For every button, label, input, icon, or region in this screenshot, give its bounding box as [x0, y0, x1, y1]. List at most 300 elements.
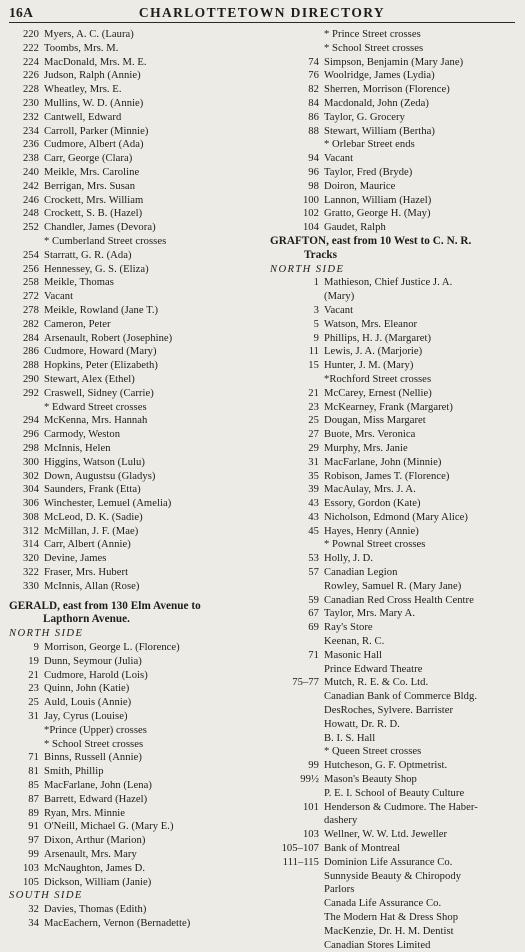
house-number: 88 [308, 125, 319, 137]
house-number: 103 [302, 829, 319, 841]
directory-entry [9, 483, 261, 497]
house-number: 256 [22, 263, 39, 275]
house-number [270, 538, 319, 552]
resident-name: * Orlebar Street ends [324, 139, 415, 151]
directory-entry [270, 345, 522, 359]
continuation-text: The Modern Hat & Dress Shop [324, 912, 459, 923]
directory-entry [270, 801, 522, 815]
directory-entry [9, 710, 261, 724]
resident-name: Mathieson, Chief Justice J. A. [324, 277, 453, 289]
directory-entry [270, 138, 522, 152]
blank-number [270, 925, 319, 939]
house-number: 228 [22, 84, 39, 96]
directory-entry [9, 276, 261, 290]
directory-entry [270, 83, 522, 97]
blank-number [270, 718, 319, 732]
entry-continuation [270, 814, 522, 828]
house-number: 89 [28, 807, 39, 819]
continuation-text: Prince Edward Theatre [324, 663, 423, 675]
directory-entry [9, 414, 261, 428]
directory-entry [270, 401, 522, 415]
directory-entry [270, 552, 522, 566]
resident-name: Canadian Legion [324, 567, 398, 579]
resident-name: Lewis, J. A. (Marjorie) [324, 346, 423, 358]
house-number: 254 [22, 249, 39, 261]
house-number: 23 [308, 401, 319, 413]
house-number: 104 [302, 222, 319, 234]
house-number: 103 [22, 862, 39, 874]
resident-name: Taylor, G. Grocery [324, 111, 405, 123]
house-number: 290 [22, 373, 39, 385]
street-heading [270, 235, 522, 249]
street-heading-text: Tracks [304, 248, 338, 261]
directory-entry [9, 538, 261, 552]
resident-name: Nicholson, Edmond (Mary Alice) [324, 511, 468, 523]
house-number: 71 [28, 752, 39, 764]
resident-name: MacAulay, Mrs. J. A. [324, 484, 416, 496]
house-number [270, 745, 319, 759]
street-heading-text: Lapthorn Avenue. [43, 613, 130, 626]
house-number: 304 [22, 484, 39, 496]
resident-name: Craswell, Sidney (Carrie) [44, 387, 154, 399]
directory-entry [9, 470, 261, 484]
resident-name: * School Street crosses [44, 738, 144, 750]
house-number: 67 [308, 608, 319, 620]
directory-entry [270, 497, 522, 511]
house-number: 298 [22, 442, 39, 454]
directory-entry [270, 332, 522, 346]
resident-name: * Prince Street crosses [324, 29, 421, 40]
resident-name: Saunders, Frank (Etta) [44, 484, 141, 496]
resident-name: Hayes, Henry (Annie) [324, 525, 419, 537]
right-column [270, 28, 522, 952]
resident-name: * Pownal Street crosses [324, 539, 426, 551]
house-number: 97 [28, 835, 39, 847]
directory-entry [9, 566, 261, 580]
house-number: 320 [22, 553, 39, 565]
directory-entry [9, 304, 261, 318]
directory-entry [270, 842, 522, 856]
house-number: 82 [308, 84, 319, 96]
house-number: 222 [22, 42, 39, 54]
resident-name: *Rochford Street crosses [324, 373, 432, 385]
directory-entry [9, 793, 261, 807]
continuation-text: Canadian Stores Limited [324, 939, 431, 951]
directory-entry [9, 42, 261, 56]
resident-name: Canadian Red Cross Health Centre [324, 594, 474, 606]
house-number: 19 [28, 655, 39, 667]
house-number: 74 [308, 56, 319, 68]
blank-number [270, 663, 319, 677]
resident-name: Smith, Phillip [44, 766, 104, 778]
directory-entry [270, 566, 522, 580]
resident-name: Bank of Montreal [324, 843, 401, 855]
house-number: 29 [308, 442, 319, 454]
resident-name: Quinn, John (Katie) [44, 683, 130, 695]
house-number: 96 [308, 166, 319, 178]
directory-entry [9, 138, 261, 152]
continuation-text: MacKenzie, Dr. H. M. Dentist [324, 925, 454, 937]
resident-name: Gaudet, Ralph [324, 222, 386, 234]
directory-entry [9, 152, 261, 166]
directory-entry [9, 318, 261, 332]
continuation-text: Canada Life Assurance Co. [324, 898, 442, 910]
directory-entry [270, 28, 522, 42]
house-number: 23 [28, 683, 39, 695]
resident-name: Meikle, Rowland (Jane T.) [44, 304, 159, 316]
house-number [9, 738, 39, 752]
resident-name: Dougan, Miss Margaret [324, 415, 426, 427]
house-number: 94 [308, 153, 319, 165]
house-number: 314 [22, 539, 39, 551]
directory-entry [9, 332, 261, 346]
blank-number [270, 897, 319, 911]
resident-name: Buote, Mrs. Veronica [324, 429, 416, 441]
resident-name: Ray's Store [324, 622, 373, 634]
directory-entry [270, 621, 522, 635]
directory-entry [9, 166, 261, 180]
resident-name: Hunter, J. M. (Mary) [324, 360, 414, 372]
house-number: 258 [22, 277, 39, 289]
resident-name: Cudmore, Harold (Lois) [44, 669, 148, 681]
directory-entry [9, 820, 261, 834]
resident-name: Auld, Louis (Annie) [44, 697, 132, 709]
directory-entry [9, 69, 261, 83]
entry-continuation [270, 883, 522, 897]
house-number: 300 [22, 456, 39, 468]
directory-entry [270, 42, 522, 56]
blank-number [270, 939, 319, 952]
directory-entry [270, 373, 522, 387]
resident-name: * Queen Street crosses [324, 746, 422, 758]
house-number: 35 [308, 470, 319, 482]
house-number: 84 [308, 97, 319, 109]
resident-name: Robison, James T. (Florence) [324, 470, 450, 482]
street-heading [9, 600, 261, 614]
directory-entry [9, 696, 261, 710]
resident-name: Mason's Beauty Shop [324, 774, 417, 786]
resident-name: Dominion Life Assurance Co. [324, 856, 453, 868]
directory-entry [270, 525, 522, 539]
directory-entry [9, 442, 261, 456]
resident-name: Arsenault, Robert (Josephine) [44, 332, 173, 344]
entry-continuation [270, 580, 522, 594]
page-number: 16A [9, 5, 34, 20]
continuation-text: Howatt, Dr. R. D. [324, 718, 400, 730]
house-number: 25 [308, 415, 319, 427]
resident-name: Sherren, Morrison (Florence) [324, 84, 450, 96]
house-number: 308 [22, 511, 39, 523]
house-number: 11 [308, 346, 319, 358]
house-number: 43 [308, 498, 319, 510]
house-number [270, 28, 319, 42]
house-number: 71 [308, 649, 319, 661]
directory-entry [270, 166, 522, 180]
blank-number [270, 690, 319, 704]
resident-name: Simpson, Benjamin (Mary Jane) [324, 56, 464, 68]
side-heading [9, 889, 261, 903]
directory-entry [270, 359, 522, 373]
house-number: 282 [22, 318, 39, 330]
house-number: 246 [22, 194, 39, 206]
resident-name: Carroll, Parker (Minnie) [44, 125, 149, 137]
house-number [9, 724, 39, 738]
directory-entry [9, 655, 261, 669]
house-number: 224 [22, 56, 39, 68]
house-number: 330 [22, 580, 39, 592]
directory-entry [9, 456, 261, 470]
resident-name: Taylor, Fred (Bryde) [324, 166, 413, 178]
resident-name: McKenna, Mrs. Hannah [44, 415, 148, 427]
directory-entry [9, 359, 261, 373]
directory-entry [9, 387, 261, 401]
continuation-text: Sunnyside Beauty & Chiropody [324, 870, 462, 882]
directory-entry [270, 180, 522, 194]
continuation-text: (Mary) [324, 291, 355, 303]
house-number: 284 [22, 332, 39, 344]
house-number: 240 [22, 166, 39, 178]
house-number: 252 [22, 222, 39, 234]
directory-entry [9, 249, 261, 263]
house-number: 102 [302, 208, 319, 220]
house-number: 232 [22, 111, 39, 123]
resident-name: Woolridge, James (Lydia) [324, 70, 435, 82]
house-number: 238 [22, 153, 39, 165]
blank-number [270, 580, 319, 594]
directory-entry [9, 221, 261, 235]
directory-entry [270, 470, 522, 484]
house-number: 39 [308, 484, 319, 496]
directory-entry [9, 669, 261, 683]
continuation-text: Parlors [324, 884, 355, 896]
directory-entry [270, 56, 522, 70]
resident-name: Vacant [324, 153, 354, 165]
house-number [270, 373, 319, 387]
directory-entry [9, 97, 261, 111]
street-heading-continued [9, 613, 261, 627]
blank-number [270, 911, 319, 925]
directory-entry [9, 765, 261, 779]
resident-name: Vacant [44, 291, 74, 303]
blank-number [270, 870, 319, 884]
street-heading-continued [270, 249, 522, 263]
resident-name: Meikle, Mrs. Caroline [44, 166, 140, 178]
resident-name: Arsenault, Mrs. Mary [44, 849, 137, 861]
house-number: 57 [308, 567, 319, 579]
directory-entry [9, 263, 261, 277]
house-number: 286 [22, 346, 39, 358]
directory-entry [9, 83, 261, 97]
directory-entry [9, 848, 261, 862]
page-title: CHARLOTTETOWN DIRECTORY [138, 5, 386, 20]
resident-name: Down, Augustsu (Gladys) [44, 470, 156, 482]
resident-name: Hopkins, Peter (Elizabeth) [44, 360, 158, 372]
directory-entry [9, 194, 261, 208]
resident-name: Doiron, Maurice [324, 180, 396, 192]
resident-name: * Cumberland Street crosses [44, 235, 167, 247]
resident-name: Taylor, Mrs. Mary A. [324, 608, 416, 620]
resident-name: * Edward Street crosses [44, 401, 147, 413]
directory-entry [270, 442, 522, 456]
resident-name: Berrigan, Mrs. Susan [44, 180, 136, 192]
house-number: 99 [28, 849, 39, 861]
directory-entry [270, 759, 522, 773]
resident-name: Jay, Cyrus (Louise) [44, 711, 128, 723]
side-heading-text: SOUTH SIDE [9, 890, 83, 902]
directory-entry [9, 682, 261, 696]
directory-entry [270, 483, 522, 497]
directory-entry [270, 649, 522, 663]
house-number: 87 [28, 793, 39, 805]
resident-name: Cantwell, Edward [44, 111, 122, 123]
house-number: 91 [28, 821, 39, 833]
resident-name: McMillan, J. F. (Mae) [44, 525, 139, 537]
entry-continuation [270, 690, 522, 704]
entry-continuation [270, 290, 522, 304]
directory-entry [270, 304, 522, 318]
blank-number [270, 814, 319, 828]
house-number [9, 401, 39, 415]
resident-name: Dixon, Arthur (Marion) [44, 835, 146, 847]
resident-name: *Prince (Upper) crosses [44, 724, 147, 736]
directory-entry [270, 828, 522, 842]
resident-name: Crockett, S. B. (Hazel) [44, 208, 143, 220]
directory-entry [270, 594, 522, 608]
directory-entry [9, 724, 261, 738]
directory-entry [9, 290, 261, 304]
directory-entry [270, 511, 522, 525]
house-number: 3 [313, 304, 319, 316]
resident-name: Meikle, Thomas [44, 277, 114, 289]
house-number: 99½ [300, 774, 319, 786]
resident-name: Hennessey, G. S. (Eliza) [44, 263, 149, 275]
resident-name: Ryan, Mrs. Minnie [44, 807, 126, 819]
house-number [270, 138, 319, 152]
resident-name: Crockett, Mrs. William [44, 194, 144, 206]
resident-name: Stewart, Alex (Ethel) [44, 373, 135, 385]
resident-name: Wellner, W. W. Ltd. Jeweller [324, 829, 448, 841]
house-number: 43 [308, 511, 319, 523]
house-number [9, 235, 39, 249]
entry-continuation [270, 718, 522, 732]
house-number: 53 [308, 553, 319, 565]
resident-name: MacEachern, Vernon (Bernadette) [44, 918, 191, 929]
house-number: 294 [22, 415, 39, 427]
directory-entry [270, 194, 522, 208]
resident-name: Winchester, Lemuel (Amelia) [44, 498, 172, 510]
resident-name: Murphy, Mrs. Janie [324, 442, 408, 454]
side-heading-text: NORTH SIDE [9, 628, 84, 640]
blank-number [270, 635, 319, 649]
resident-name: Binns, Russell (Annie) [44, 752, 142, 764]
house-number: 31 [28, 711, 39, 723]
resident-name: McCarey, Ernest (Nellie) [324, 387, 432, 399]
continuation-text: Keenan, R. C. [324, 636, 385, 648]
resident-name: Wheatley, Mrs. E. [44, 84, 122, 96]
continuation-text: P. E. I. School of Beauty Culture [324, 787, 465, 799]
entry-continuation [270, 925, 522, 939]
resident-name: Lannon, William (Hazel) [324, 194, 432, 206]
resident-name: Cudmore, Howard (Mary) [44, 346, 157, 358]
blank-number [270, 732, 319, 746]
resident-name: MacFarlane, John (Minnie) [324, 456, 442, 468]
house-number: 234 [22, 125, 39, 137]
directory-entry [9, 111, 261, 125]
house-number: 76 [308, 70, 319, 82]
directory-entry [9, 641, 261, 655]
directory-entry [9, 28, 261, 42]
resident-name: MacDonald, Mrs. M. E. [44, 56, 147, 68]
house-number: 306 [22, 498, 39, 510]
house-number: 312 [22, 525, 39, 537]
directory-entry [9, 834, 261, 848]
resident-name: Mullins, W. D. (Annie) [44, 97, 144, 109]
page-header [9, 3, 515, 23]
resident-name: MacFarlane, John (Lena) [44, 780, 152, 792]
resident-name: Barrett, Edward (Hazel) [44, 793, 148, 805]
resident-name: Carr, Albert (Annie) [44, 539, 131, 551]
house-number [270, 42, 319, 56]
resident-name: McInnis, Helen [44, 442, 111, 454]
directory-entry [9, 552, 261, 566]
house-number: 45 [308, 525, 319, 537]
resident-name: McLeod, D. K. (Sadie) [44, 511, 143, 523]
house-number: 278 [22, 304, 39, 316]
resident-name: Carr, George (Clara) [44, 153, 133, 165]
directory-entry [270, 414, 522, 428]
directory-entry [9, 751, 261, 765]
resident-name: Devine, James [44, 553, 107, 565]
house-number: 9 [313, 332, 319, 344]
directory-entry [9, 917, 261, 931]
house-number: 322 [22, 567, 39, 579]
resident-name: Davies, Thomas (Edith) [44, 904, 147, 916]
blank-number [270, 883, 319, 897]
resident-name: Vacant [324, 304, 354, 316]
house-number: 226 [22, 70, 39, 82]
resident-name: Toombs, Mrs. M. [44, 42, 119, 54]
house-number: 99 [308, 760, 319, 772]
directory-entry [270, 428, 522, 442]
resident-name: Carmody, Weston [44, 429, 121, 441]
house-number: 21 [308, 387, 319, 399]
house-number: 248 [22, 208, 39, 220]
directory-entry [9, 807, 261, 821]
directory-entry [9, 497, 261, 511]
directory-entry [270, 773, 522, 787]
house-number: 32 [28, 904, 39, 916]
directory-entry [270, 152, 522, 166]
resident-name: Myers, A. C. (Laura) [44, 29, 134, 40]
street-heading-text: GRAFTON, east from 10 West to C. N. R. [270, 234, 472, 247]
directory-entry [9, 903, 261, 917]
resident-name: Cudmore, Albert (Ada) [44, 139, 144, 151]
entry-continuation [270, 911, 522, 925]
house-number: 5 [313, 318, 319, 330]
entry-continuation [270, 704, 522, 718]
directory-entry [270, 97, 522, 111]
house-number: 86 [308, 111, 319, 123]
house-number: 230 [22, 97, 39, 109]
resident-name: * School Street crosses [324, 42, 424, 54]
house-number: 69 [308, 622, 319, 634]
house-number: 111–115 [282, 856, 319, 868]
entry-continuation [270, 939, 522, 952]
directory-entry [270, 387, 522, 401]
side-heading [270, 263, 522, 277]
directory-entry [9, 125, 261, 139]
directory-entry [270, 318, 522, 332]
